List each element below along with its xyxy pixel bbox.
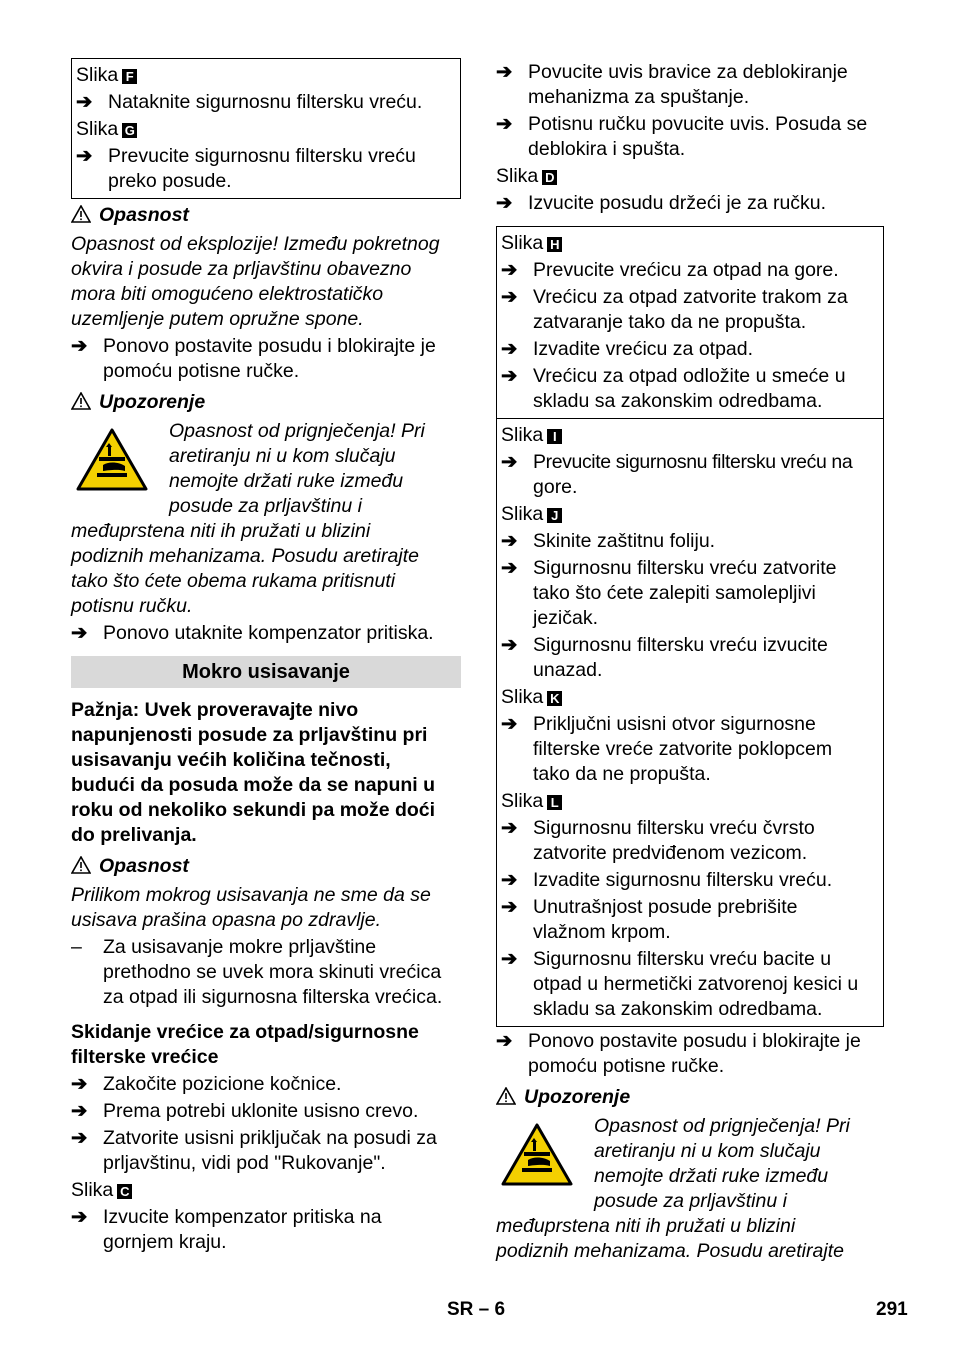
arrow-icon: ➔ <box>71 1206 88 1228</box>
figure-badge: G <box>122 123 137 138</box>
arrow-icon: ➔ <box>76 145 93 167</box>
figure-ref-l: Slika L <box>501 789 879 814</box>
figure-ref-g: Slika G <box>76 117 456 142</box>
warning-heading: Upozorenje <box>496 1085 884 1110</box>
arrow-icon: ➔ <box>71 1073 88 1095</box>
section-page-label: SR – 6 <box>447 1299 506 1320</box>
arrow-icon: ➔ <box>501 896 518 918</box>
instruction-step: ➔ Ponovo utaknite kompenzator pritiska. <box>71 622 434 644</box>
instruction-step: ➔ Sigurnosnu filtersku vreću bacite u otpad u hermetički zatvorenoj kesici u skladu sa zakonskim odredbama. <box>501 948 859 1020</box>
page-number: 291 <box>876 1299 908 1320</box>
figure-badge: F <box>122 69 137 84</box>
dash-list-item: – Za usisavanje mokre prljavštine prethodno se uvek mora skinuti vrećica za otpad ili sigurnosna filterska vrećica. <box>71 936 443 1008</box>
arrow-icon: ➔ <box>496 61 513 83</box>
figure-box-h <box>496 226 884 419</box>
instruction-step: ➔ Zatvorite usisni priključak na posudi za prljavštinu, vidi pod "Rukovanje". <box>71 1127 437 1174</box>
figure-ref-f: Slika F <box>76 63 456 88</box>
arrow-icon: ➔ <box>501 557 518 579</box>
instruction-step: ➔ Vrećicu za otpad odložite u smeće u skladu sa zakonskim odredbama. <box>501 365 846 412</box>
caution-note: Pažnja: Uvek proveravajte nivo napunjenosti posude za prljavštinu pri usisavanju većih količina tečnosti, budući da posuda može da se napuni u roku od nekoliko sekundi pa može doći do prelivanja. <box>71 699 436 846</box>
arrow-icon: ➔ <box>501 634 518 656</box>
danger-text: Prilikom mokrog usisavanja ne sme da se usisava prašina opasna po zdravlje. <box>71 884 431 931</box>
arrow-icon: ➔ <box>501 259 518 281</box>
instruction-step: ➔ Prevucite vrećicu za otpad na gore. <box>501 259 839 281</box>
instruction-step: ➔ Ponovo postavite posudu i blokirajte je pomoću potisne ručke. <box>496 1030 861 1077</box>
arrow-icon: ➔ <box>501 817 518 839</box>
arrow-icon: ➔ <box>71 335 88 357</box>
arrow-icon: ➔ <box>501 713 518 735</box>
instruction-step: ➔ Nataknite sigurnosnu filtersku vreću. <box>76 91 423 113</box>
instruction-step: ➔ Izvadite sigurnosnu filtersku vreću. <box>501 869 833 891</box>
instruction-step: ➔ Prevucite sigurnosnu filtersku vreću preko posude. <box>76 145 416 192</box>
arrow-icon: ➔ <box>71 1100 88 1122</box>
hand-crush-hazard-icon <box>75 427 149 493</box>
instruction-step: ➔ Potisnu ručku povucite uvis. Posuda se deblokira i spušta. <box>496 113 868 160</box>
arrow-icon: ➔ <box>496 192 513 214</box>
instruction-step: ➔ Izvucite kompenzator pritiska na gornjem kraju. <box>71 1206 382 1253</box>
figure-ref-d: Slika D <box>496 164 884 189</box>
figure-box-f-g <box>71 58 461 199</box>
instruction-step: ➔ Skinite zaštitnu foliju. <box>501 530 716 552</box>
instruction-step: ➔ Zakočite pozicione kočnice. <box>71 1073 342 1095</box>
arrow-icon: ➔ <box>496 1030 513 1052</box>
instruction-step: ➔ Vrećicu za otpad zatvorite trakom za zatvaranje tako da ne propušta. <box>501 286 848 333</box>
arrow-icon: ➔ <box>76 91 93 113</box>
figure-badge: H <box>547 237 562 252</box>
instruction-step: ➔ Izvadite vrećicu za otpad. <box>501 338 754 360</box>
warning-triangle-icon <box>71 856 91 874</box>
warning-text: Opasnost od prignječenja! Pri aretiranju ni u kom slučaju nemojte držati ruke između posude za prljavštinu i međuprstena niti ih pružati u blizini podiznih mehanizama. Posudu aretirajte <box>496 1115 850 1262</box>
left-column <box>71 58 461 1257</box>
figure-badge: I <box>547 429 562 444</box>
warning-triangle-icon <box>71 205 91 223</box>
arrow-icon: ➔ <box>501 365 518 387</box>
warning-heading: Upozorenje <box>71 390 461 415</box>
instruction-step: ➔ Sigurnosnu filtersku vreću čvrsto zatvorite predviđenom vezicom. <box>501 817 815 864</box>
arrow-icon: ➔ <box>501 869 518 891</box>
section-title: Mokro usisavanje <box>71 656 461 688</box>
figure-ref-i: Slika I <box>501 423 879 448</box>
warning-triangle-icon <box>71 392 91 410</box>
instruction-step: ➔ Prema potrebi uklonite usisno crevo. <box>71 1100 419 1122</box>
instruction-step: ➔ Priključni usisni otvor sigurnosne filterske vreće zatvorite poklopcem tako da ne propušta. <box>501 713 833 785</box>
figure-box-i-l <box>496 419 884 1027</box>
arrow-icon: ➔ <box>501 530 518 552</box>
danger-heading: Opasnost <box>71 203 461 228</box>
arrow-icon: ➔ <box>501 948 518 970</box>
figure-ref-c: Slika C <box>71 1178 461 1203</box>
right-column <box>496 58 884 1264</box>
figure-ref-k: Slika K <box>501 685 879 710</box>
arrow-icon: ➔ <box>496 113 513 135</box>
arrow-icon: ➔ <box>71 1127 88 1149</box>
danger-text: Opasnost od eksplozije! Između pokretnog okvira i posude za prljavštinu obavezno mora biti omogućeno elektrostatičko uzemljenje putem opružne spone. <box>71 233 440 330</box>
instruction-step: ➔ Ponovo postavite posudu i blokirajte je pomoću potisne ručke. <box>71 335 436 382</box>
instruction-step: ➔ Sigurnosnu filtersku vreću zatvorite tako što ćete zalepiti samolepljivi jezičak. <box>501 557 837 629</box>
arrow-icon: ➔ <box>501 338 518 360</box>
figure-badge: J <box>547 508 562 523</box>
figure-badge: K <box>547 691 562 706</box>
figure-badge: L <box>547 795 562 810</box>
figure-ref-j: Slika J <box>501 502 879 527</box>
figure-badge: C <box>117 1184 132 1199</box>
arrow-icon: ➔ <box>501 286 518 308</box>
instruction-step: ➔ Izvucite posudu držeći je za ručku. <box>496 192 827 214</box>
instruction-step: ➔ Prevucite sigurnosnu filtersku vreću na gore. <box>501 451 853 498</box>
arrow-icon: ➔ <box>71 622 88 644</box>
arrow-icon: ➔ <box>501 451 518 473</box>
figure-ref-h: Slika H <box>501 231 879 256</box>
figure-badge: D <box>542 170 557 185</box>
instruction-step: ➔ Povucite uvis bravice za deblokiranje mehanizma za spuštanje. <box>496 61 848 108</box>
hand-crush-hazard-icon <box>500 1122 574 1188</box>
danger-heading: Opasnost <box>71 854 461 879</box>
warning-triangle-icon <box>496 1087 516 1105</box>
subheading: Skidanje vrećice za otpad/sigurnosne filterske vrećice <box>71 1021 419 1068</box>
warning-text: Opasnost od prignječenja! Pri aretiranju ni u kom slučaju nemojte držati ruke između posude za prljavštinu i međuprstena niti ih pružati u blizini podiznih mehanizama. Posudu aretirajte tako što ćete obema rukama pritisnuti potisnu ručku. <box>71 420 425 617</box>
instruction-step: ➔ Sigurnosnu filtersku vreću izvucite unazad. <box>501 634 828 681</box>
instruction-step: ➔ Unutrašnjost posude prebrišite vlažnom krpom. <box>501 896 798 943</box>
